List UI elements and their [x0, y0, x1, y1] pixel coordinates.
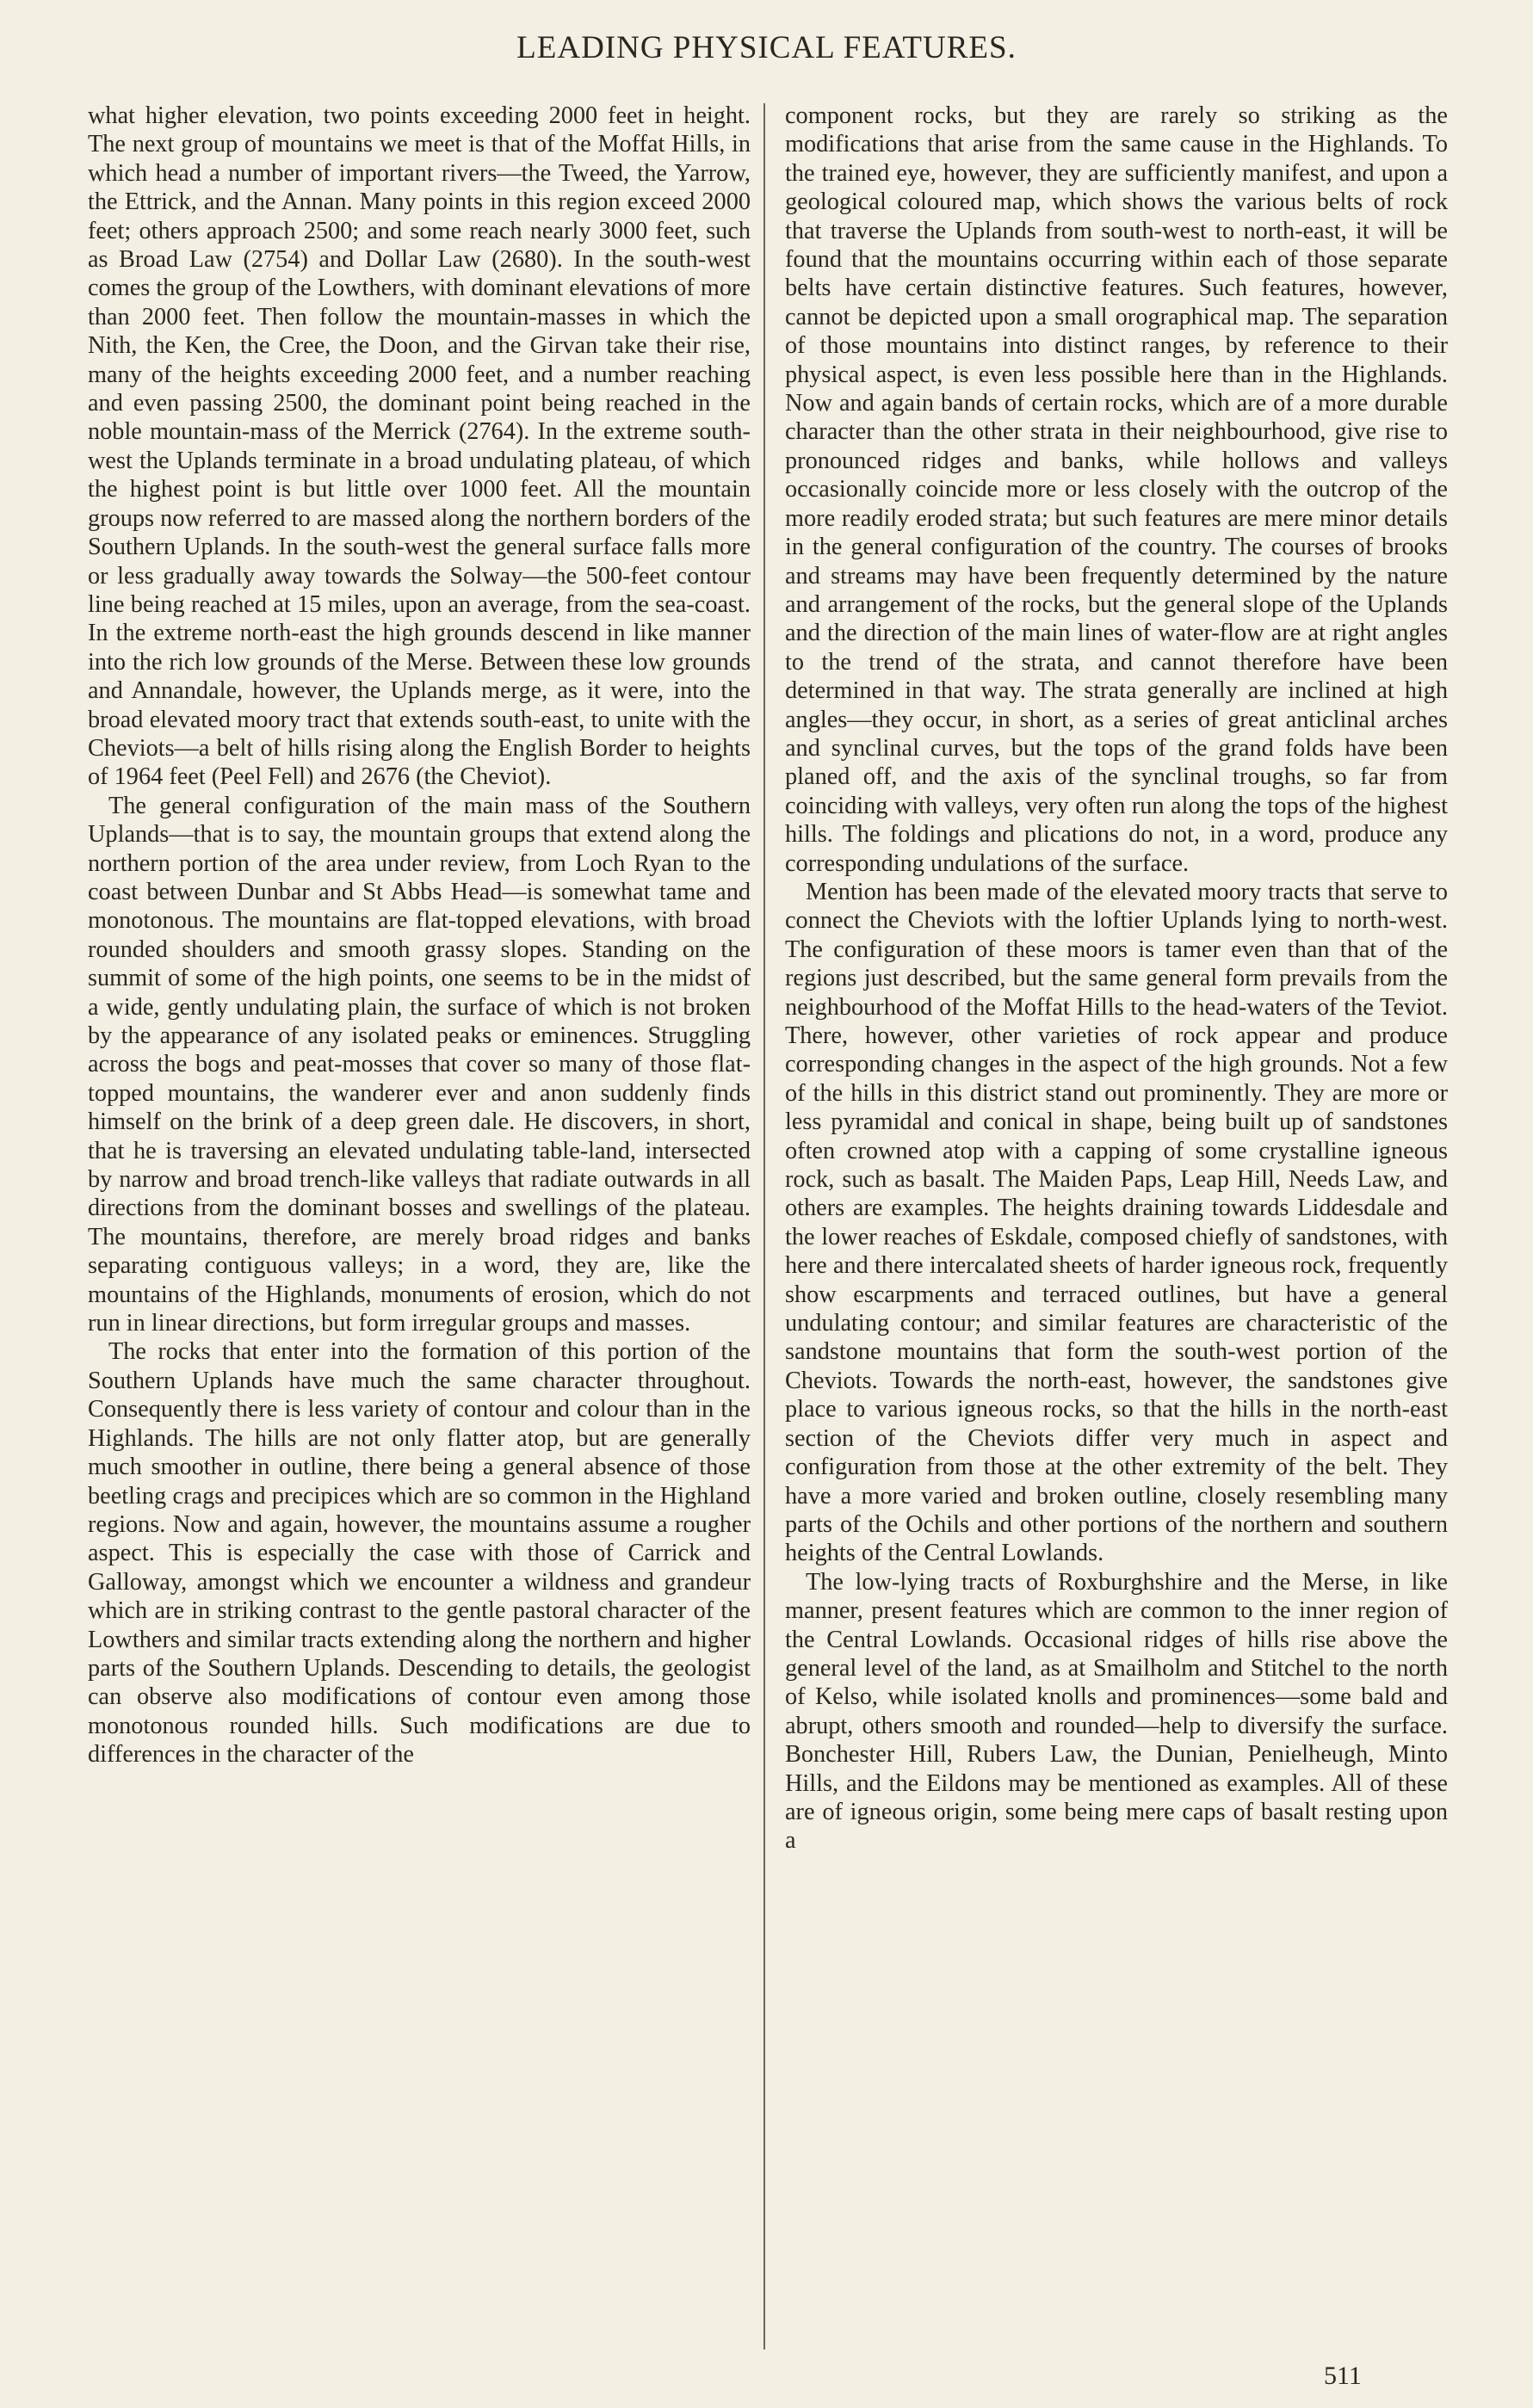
- paragraph: The rocks that enter into the formation of this portion of the Southern Uplands have much the same character throughout. Consequently there is less variety of contour and colour than in the Highlands. The hills are not only flatter atop, but are generally much smoother in outline, there being a general absence of those beetling crags and precipices which are so common in the Highland regions. Now and again, however, the mountains assume a rougher aspect. This is especially the case with those of Carrick and Galloway, amongst which we encounter a wildness and grandeur which are in striking contrast to the gentle pastoral character of the Lowthers and similar tracts extending along the northern and higher parts of the Southern Uplands. Descending to details, the geologist can observe also modifications of contour even among those monotonous rounded hills. Such modifications are due to differences in the character of the: [88, 1338, 751, 1769]
- left-column: [88, 102, 751, 1769]
- right-column: [785, 102, 1448, 1855]
- page-number: 511: [1324, 2362, 1362, 2390]
- paragraph: Mention has been made of the elevated moory tracts that serve to connect the Cheviots with the loftier Uplands lying to north-west. The configuration of these moors is tamer even than that of the regions just described, but the same general form prevails from the neighbourhood of the Moffat Hills to the head-waters of the Teviot. There, however, other varieties of rock appear and produce corresponding changes in the aspect of the high grounds. Not a few of the hills in this district stand out prominently. They are more or less pyramidal and conical in shape, being built up of sandstones often crowned atop with a capping of some crystalline igneous rock, such as basalt. The Maiden Paps, Leap Hill, Needs Law, and others are examples. The heights draining towards Liddesdale and the lower reaches of Eskdale, composed chiefly of sandstones, with here and there intercalated sheets of harder igneous rock, frequently show escarpments and terraced outlines, but have a general undulating contour; and similar features are characteristic of the sandstone mountains that form the south-west portion of the Cheviots. Towards the north-east, however, the sandstones give place to various igneous rocks, so that the hills in the north-east section of the Cheviots differ very much in aspect and configuration from those at the other extremity of the belt. They have a more varied and broken outline, closely resembling many parts of the Ochils and other portions of the northern and southern heights of the Central Lowlands.: [785, 878, 1448, 1567]
- paragraph: The general configuration of the main mass of the Southern Uplands—that is to say, the mountain groups that extend along the northern portion of the area under review, from Loch Ryan to the coast between Dunbar and St Abbs Head—is somewhat tame and monotonous. The mountains are flat-topped elevations, with broad rounded shoulders and smooth grassy slopes. Standing on the summit of some of the high points, one seems to be in the midst of a wide, gently undulating plain, the surface of which is not broken by the appearance of any isolated peaks or eminences. Struggling across the bogs and peat-mosses that cover so many of those flat-topped mountains, the wanderer ever and anon suddenly finds himself on the brink of a deep green dale. He discovers, in short, that he is traversing an elevated undulating table-land, intersected by narrow and broad trench-like valleys that radiate outwards in all directions from the dominant bosses and swellings of the plateau. The mountains, therefore, are merely broad ridges and banks separating contiguous valleys; in a word, they are, like the mountains of the Highlands, monuments of erosion, which do not run in linear directions, but form irregular groups and masses.: [88, 792, 751, 1337]
- paragraph: The low-lying tracts of Roxburghshire and the Merse, in like manner, present features which are common to the inner region of the Central Lowlands. Occasional ridges of hills rise above the general level of the land, as at Smailholm and Stitchel to the north of Kelso, while isolated knolls and prominences—some bald and abrupt, others smooth and rounded—help to diversify the surface. Bonchester Hill, Rubers Law, the Dunian, Penielheugh, Minto Hills, and the Eildons may be mentioned as examples. All of these are of igneous origin, some being mere caps of basalt resting upon a: [785, 1568, 1448, 1855]
- paragraph: what higher elevation, two points exceeding 2000 feet in height. The next group of mountains we meet is that of the Moffat Hills, in which head a number of important rivers—the Tweed, the Yarrow, the Ettrick, and the Annan. Many points in this region exceed 2000 feet; others approach 2500; and some reach nearly 3000 feet, such as Broad Law (2754) and Dollar Law (2680). In the south-west comes the group of the Lowthers, with dominant elevations of more than 2000 feet. Then follow the mountain-masses in which the Nith, the Ken, the Cree, the Doon, and the Girvan take their rise, many of the heights exceeding 2000 feet, and a number reaching and even passing 2500, the dominant point being reached in the noble mountain-mass of the Merrick (2764). In the extreme south-west the Uplands terminate in a broad undulating plateau, of which the highest point is but little over 1000 feet. All the mountain groups now referred to are massed along the northern borders of the Southern Uplands. In the south-west the general surface falls more or less gradually away towards the Solway—the 500-feet contour line being reached at 15 miles, upon an average, from the sea-coast. In the extreme north-east the high grounds descend in like manner into the rich low grounds of the Merse. Between these low grounds and Annandale, however, the Uplands merge, as it were, into the broad elevated moory tract that extends south-east, to unite with the Cheviots—a belt of hills rising along the English Border to heights of 1964 feet (Peel Fell) and 2676 (the Cheviot).: [88, 102, 751, 791]
- paragraph: component rocks, but they are rarely so striking as the modifications that arise from the same cause in the Highlands. To the trained eye, however, they are sufficiently manifest, and upon a geological coloured map, which shows the various belts of rock that traverse the Uplands from south-west to north-east, it will be found that the mountains occurring within each of those separate belts have certain distinctive features. Such features, however, cannot be depicted upon a small orographical map. The separation of those mountains into distinct ranges, by reference to their physical aspect, is even less possible here than in the Highlands. Now and again bands of certain rocks, which are of a more durable character than the other strata in their neighbourhood, give rise to pronounced ridges and banks, while hollows and valleys occasionally coincide more or less closely with the outcrop of the more readily eroded strata; but such features are mere minor details in the general configuration of the country. The courses of brooks and streams may have been frequently determined by the nature and arrangement of the rocks, but the general slope of the Uplands and the direction of the main lines of water-flow are at right angles to the trend of the strata, and cannot therefore have been determined in that way. The strata generally are inclined at high angles—they occur, in short, as a series of great anticlinal arches and synclinal curves, but the tops of the grand folds have been planed off, and the axis of the synclinal troughs, so far from coinciding with valleys, very often run along the tops of the highest hills. The foldings and plications do not, in a word, produce any corresponding undulations of the surface.: [785, 102, 1448, 877]
- column-divider: [763, 103, 765, 2349]
- page-title: LEADING PHYSICAL FEATURES.: [516, 30, 1017, 65]
